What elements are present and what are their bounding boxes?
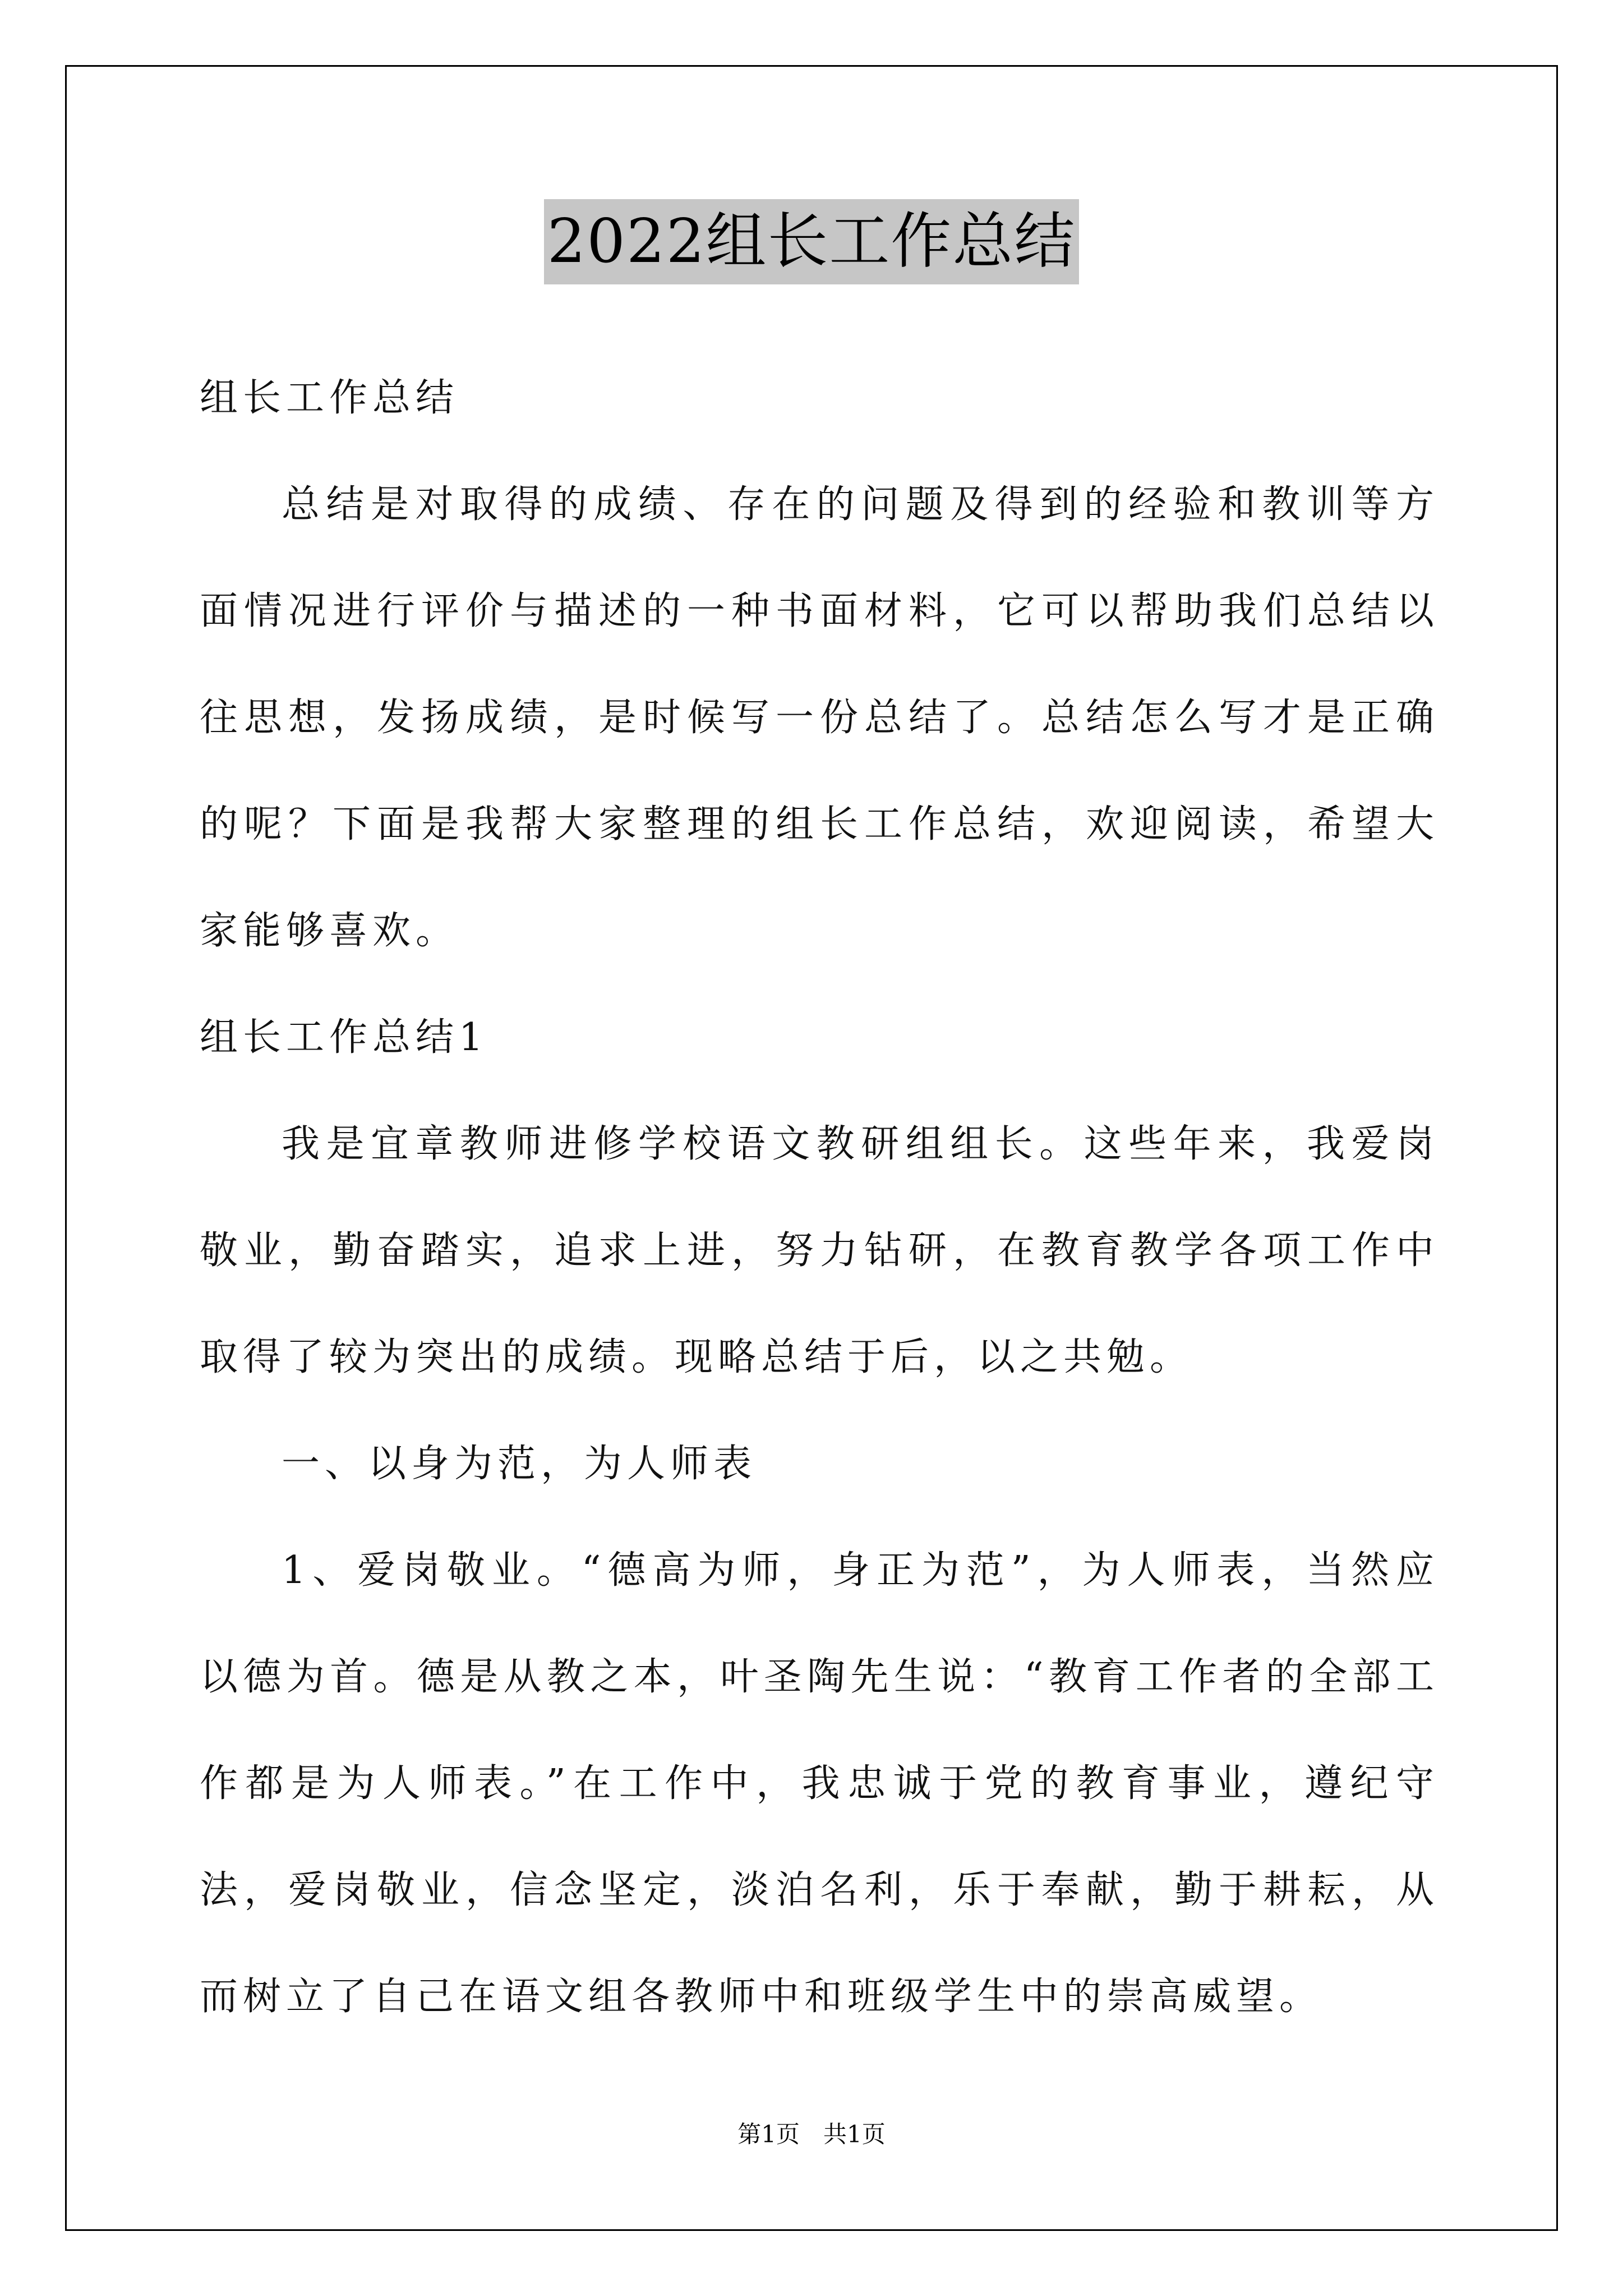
intro-paragraph: 总结是对取得的成绩、存在的问题及得到的经验和教训等方面情况进行评价与描述的一种书面材料，它可以帮助我们总结以往思想，发扬成绩，是时候写一份总结了。总结怎么写才是正确的呢？下面是我帮大家整理的组长工作总结，欢迎阅读，希望大家能够喜欢。 <box>200 482 1439 953</box>
subheading-1: 一、以身为范，为人师表 <box>282 1442 757 1486</box>
body-paragraph-2: 1、爱岗敬业。“德高为师，身正为范”，为人师表，当然应以德为首。德是从教之本，叶圣陶先生说：“教育工作者的全部工作都是为人师表。”在工作中，我忠诚于党的教育事业，遵纪守法，爱岗敬业，信念坚定，淡泊名利，乐于奉献，勤于耕耘，从而树立了自己在语文组各教师中和班级学生中的崇高威望。 <box>200 1548 1439 2019</box>
section-heading-1: 组长工作总结1 <box>200 1015 488 1060</box>
body-paragraph-1: 我是宜章教师进修学校语文教研组组长。这些年来，我爱岗敬业，勤奋踏实，追求上进，努力钻研，在教育教学各项工作中取得了较为突出的成绩。现略总结于后，以之共勉。 <box>200 1122 1439 1379</box>
title-container <box>0 199 1623 284</box>
document-title: 2022组长工作总结 <box>544 199 1080 284</box>
page-footer: 第1页 共1页 <box>737 2120 886 2148</box>
section-heading: 组长工作总结 <box>200 376 459 420</box>
